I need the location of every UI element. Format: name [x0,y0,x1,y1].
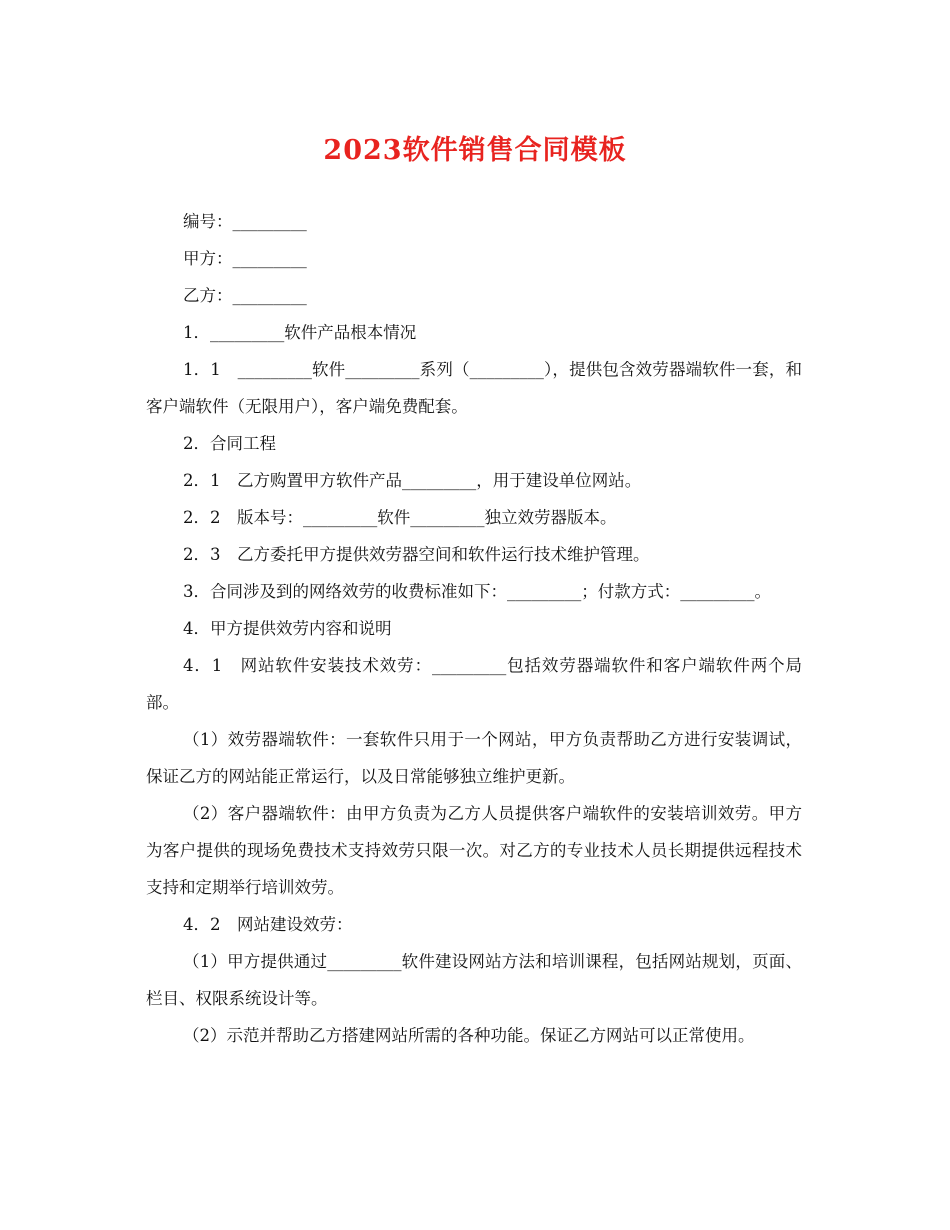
paragraph-serial-number: 编号：_________ [183,212,307,231]
paragraph-4-2-item-2: （2）示范并帮助乙方搭建网站所需的各种功能。保证乙方网站可以正常使用。 [183,1026,755,1045]
paragraph-section-4-2: 4．2 网站建设效劳： [183,915,353,934]
document-title: 2023软件销售合同模板 [323,135,627,166]
paragraph-section-3: 3．合同涉及到的网络效劳的收费标准如下：_________；付款方式：_________。 [183,582,771,601]
paragraph-section-2: 2．合同工程 [183,434,276,453]
paragraph-section-2-1: 2．1 乙方购置甲方软件产品_________，用于建设单位网站。 [183,471,642,490]
paragraph-4-2-item-1: （1）甲方提供通过_________软件建设网站方法和培训课程，包括网站规划，页面、栏目、权限系统设计等。 [146,952,802,1008]
paragraph-section-1: 1．_________软件产品根本情况 [183,323,417,342]
paragraph-section-2-2: 2．2 版本号：_________软件_________独立效劳器版本。 [183,508,617,527]
document-body [146,203,802,1054]
paragraph-4-1-item-1: （1）效劳器端软件：一套软件只用于一个网站，甲方负责帮助乙方进行安装调试，保证乙方的网站能正常运行，以及日常能够独立维护更新。 [146,730,802,786]
paragraph-4-1-item-2: （2）客户器端软件：由甲方负责为乙方人员提供客户端软件的安装培训效劳。甲方为客户提供的现场免费技术支持效劳只限一次。对乙方的专业技术人员长期提供远程技术支持和定期举行培训效劳。 [146,804,802,897]
paragraph-section-4-1: 4．1 网站软件安装技术效劳：_________包括效劳器端软件和客户端软件两个局部。 [146,656,802,712]
paragraph-party-a: 甲方：_________ [183,249,307,268]
paragraph-section-4: 4．甲方提供效劳内容和说明 [183,619,392,638]
paragraph-party-b: 乙方：_________ [183,286,307,305]
paragraph-section-2-3: 2．3 乙方委托甲方提供效劳器空间和软件运行技术维护管理。 [183,545,650,564]
paragraph-section-1-1: 1．1 _________软件_________系列（_________），提供包含效劳器端软件一套，和客户端软件（无限用户），客户端免费配套。 [146,360,802,416]
